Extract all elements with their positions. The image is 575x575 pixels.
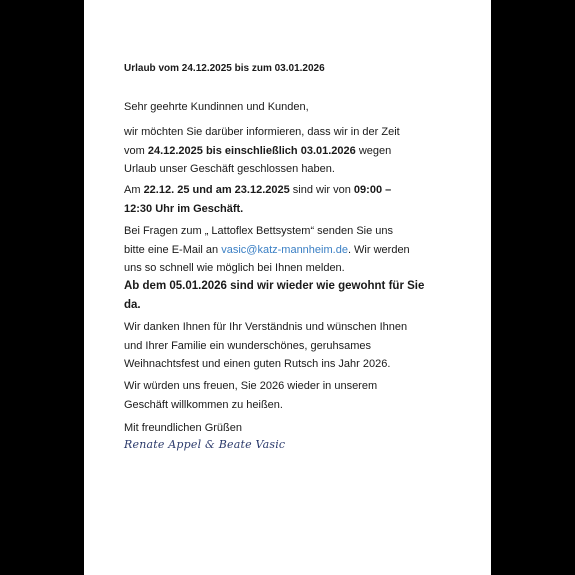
paragraph-line — [124, 181, 454, 200]
letter-page — [84, 0, 491, 575]
open-dates: 22.12. 25 und am 23.12.2025 — [143, 184, 290, 196]
paragraph-line: Ab dem 05.01.2026 sind wir wieder wie gewohnt für Sie — [124, 280, 425, 292]
paragraph-line: uns so schnell wie möglich bei Ihnen melden. — [124, 262, 345, 274]
paragraph-line: Bei Fragen zum „ Lattoflex Bettsystem“ senden Sie uns — [124, 225, 394, 237]
text-run: wegen — [355, 144, 392, 157]
paragraph-line: Wir würden uns freuen, Sie 2026 wieder in unserem — [124, 380, 378, 392]
text-run: sind wir von — [289, 184, 354, 196]
paragraph-opening-hours — [124, 181, 454, 218]
paragraph-line: da. — [124, 298, 141, 311]
paragraph-line: Geschäft willkommen zu heißen. — [124, 398, 283, 411]
paragraph-line: Weihnachtsfest und einen guten Rutsch ins Jahr 2026. — [124, 358, 391, 370]
text-run: . Wir werden — [347, 243, 410, 256]
paragraph-line: Wir danken Ihnen für Ihr Verständnis und wünschen Ihnen — [124, 321, 408, 333]
paragraph-line — [124, 241, 454, 260]
paragraph-reopening — [124, 277, 454, 314]
paragraph-line: und Ihrer Familie ein wunderschönes, geruhsames — [124, 339, 372, 352]
handwritten-signature: Renate Appel & Beate Vasic — [124, 438, 286, 451]
letter-title: Urlaub vom 24.12.2025 bis zum 03.01.2026 — [124, 63, 325, 74]
salutation: Sehr geehrte Kundinnen und Kunden, — [124, 101, 309, 113]
paragraph-welcome — [124, 377, 454, 414]
paragraph-thanks — [124, 318, 454, 374]
closure-dates: 24.12.2025 bis einschließlich 03.01.2026 — [147, 144, 356, 157]
paragraph-line — [124, 142, 454, 161]
paragraph-line — [124, 200, 454, 219]
paragraph-contact — [124, 222, 454, 278]
paragraph-line: Urlaub unser Geschäft geschlossen haben. — [124, 163, 335, 175]
text-run: Am — [124, 184, 144, 196]
open-time-start: 09:00 – — [353, 184, 392, 196]
email-link[interactable]: vasic@katz-mannheim.de — [221, 243, 348, 256]
paragraph-line: wir möchten Sie darüber informieren, dass wir in der Zeit — [124, 126, 400, 138]
text-run: vom — [124, 144, 148, 157]
open-time-end: 12:30 Uhr im Geschäft. — [124, 202, 244, 215]
paragraph-closure-info — [124, 123, 454, 179]
text-run: bitte eine E-Mail an — [124, 243, 222, 256]
closing-phrase: Mit freundlichen Grüßen — [124, 422, 242, 434]
